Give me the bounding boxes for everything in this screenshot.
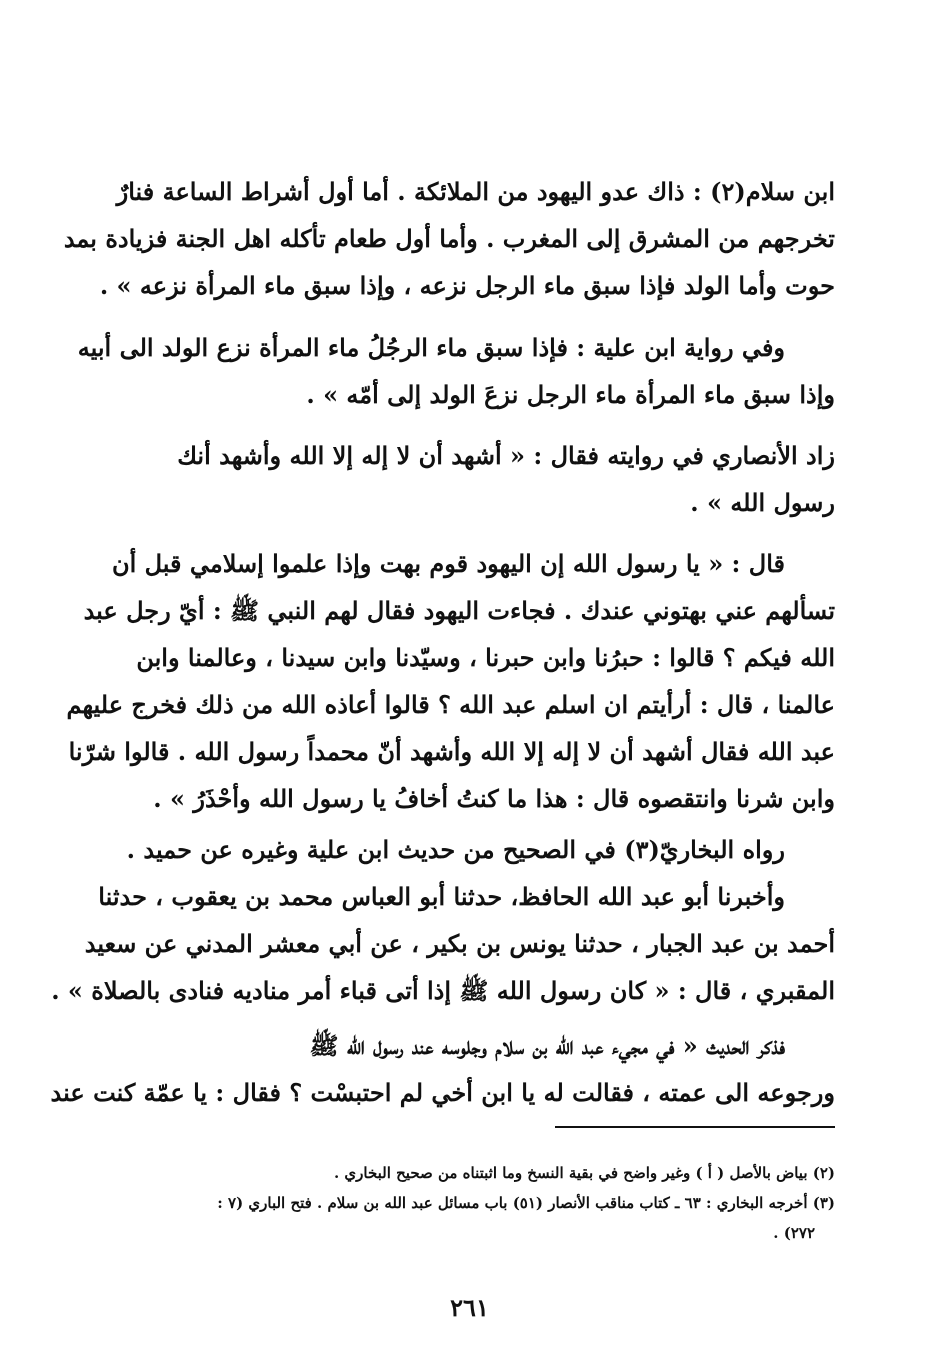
footnote-3-continuation: ٢٧٢) .	[773, 1224, 815, 1242]
text-line: فذكر الحديث « في مجيء عبد الله بن سلام وجلوسه عند رسول الله ﷺ	[309, 1031, 785, 1060]
text-line: تخرجهم من المشرق إلى المغرب . وأما أول طعام تأكله اهل الجنة فزيادة بمد	[63, 224, 835, 253]
text-line: حوت وأما الولد فإذا سبق ماء الرجل نزعه ، وإذا سبق ماء المرأة نزعه » .	[99, 271, 835, 300]
text-line: تسألهم عني بهتوني عندك . فجاءت اليهود فقال لهم النبي ﷺ : أيّ رجل عبد	[83, 596, 835, 625]
text-line: ورجوعه الى عمته ، فقالت له يا ابن أخي لم احتبسْت ؟ فقال : يا عمّة كنت عند	[50, 1078, 835, 1107]
text-line: عالمنا ، قال : أرأيتم ان اسلم عبد الله ؟ قالوا أعاذه الله من ذلك فخرج عليهم	[66, 690, 835, 719]
footnote-2: (٢) بياض بالأصل ( أ ) وغير واضح في بقية النسخ وما اثبتناه من صحيح البخاري .	[333, 1164, 835, 1182]
paragraph-4	[66, 540, 835, 822]
text-line: وابن شرنا وانتقصوه قال : هذا ما كنتُ أخافُ يا رسول الله وأحْذَرُ » .	[153, 784, 835, 813]
text-line: عبد الله فقال أشهد أن لا إله إلا الله وأشهد أنّ محمداً رسول الله . قالوا شرّنا	[68, 737, 835, 766]
paragraph-3	[105, 432, 835, 526]
footnotes	[105, 1158, 835, 1248]
text-line: وأخبرنا أبو عبد الله الحافظ، حدثنا أبو العباس محمد بن يعقوب ، حدثنا	[98, 882, 785, 911]
text-line: أحمد بن عبد الجبار ، حدثنا يونس بن بكير ، عن أبي معشر المدني عن سعيد	[84, 929, 835, 958]
text-line: رسول الله » .	[690, 488, 835, 517]
text-line: رواه البخاريّ(٣) في الصحيح من حديث ابن علية وغيره عن حميد .	[126, 835, 785, 864]
text-line: المقبري ، قال : « كان رسول الله ﷺ إذا أتى قباء أمر مناديه فنادى بالصلاة » .	[51, 976, 835, 1005]
page-number: ٢٦١	[450, 1293, 489, 1322]
paragraph-1	[63, 168, 835, 309]
text-line: زاد الأنصاري في روايته فقال : « أشهد أن لا إله إلا الله وأشهد أنك	[177, 441, 835, 470]
footnote-3: (٣) أخرجه البخاري : ٦٣ ـ كتاب مناقب الأنصار (٥١) باب مسائل عبد الله بن سلام . فتح الباري (٧ :	[217, 1194, 835, 1212]
text-line: ابن سلام(٢) : ذاك عدو اليهود من الملائكة . أما أول أشراط الساعة فنارٌ	[116, 177, 835, 206]
text-line: وإذا سبق ماء المرأة ماء الرجل نزعَ الولد إلى أمّه » .	[306, 380, 835, 409]
paragraph-5	[51, 826, 835, 1014]
paragraph-6	[50, 1022, 835, 1116]
paragraph-2	[77, 324, 835, 418]
text-line: الله فيكم ؟ قالوا : حبرُنا وابن حبرنا ، وسيّدنا وابن سيدنا ، وعالمنا وابن	[136, 643, 835, 672]
footnote-divider	[555, 1126, 835, 1128]
text-line: قال : « يا رسول الله إن اليهود قوم بهت وإذا علموا إسلامي قبل أن	[111, 549, 785, 578]
text-line: وفي رواية ابن علية : فإذا سبق ماء الرجُلُ ماء المرأة نزع الولد الى أبيه	[77, 333, 785, 362]
